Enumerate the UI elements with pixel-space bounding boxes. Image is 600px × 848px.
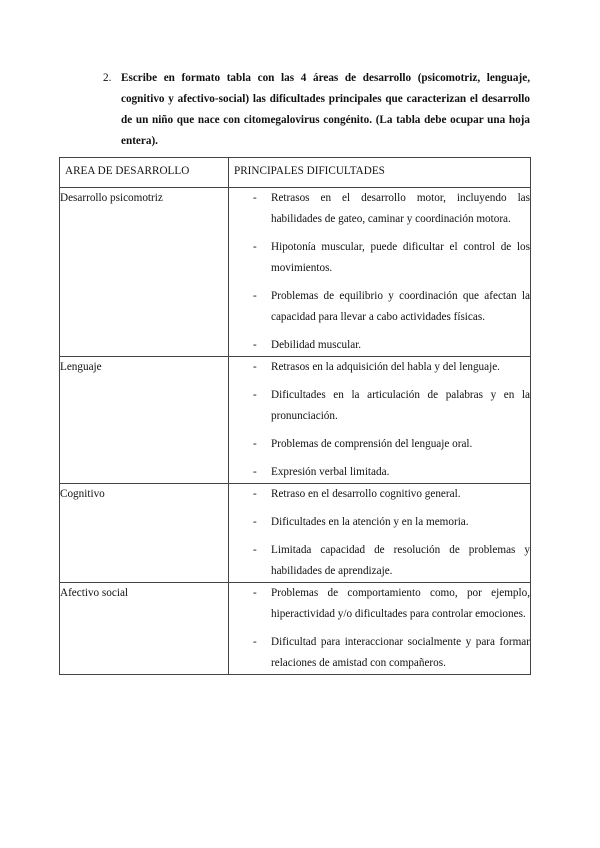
- item-text: Dificultad para interaccionar socialmente y para formar relaciones de amistad con compañeros.: [271, 636, 530, 669]
- list-item: [229, 434, 530, 455]
- area-cell: Afectivo social: [60, 583, 229, 675]
- bullet-dash: -: [253, 192, 257, 204]
- question-block: [103, 68, 530, 152]
- list-item: [229, 286, 530, 328]
- list-item: [229, 335, 530, 356]
- table-row: [60, 583, 531, 675]
- list-item: [229, 632, 530, 674]
- bullet-dash: -: [253, 438, 257, 450]
- item-text: Hipotonía muscular, puede dificultar el control de los movimientos.: [271, 241, 530, 274]
- question-number: 2.: [103, 72, 112, 84]
- bullet-dash: -: [253, 516, 257, 528]
- item-text: Problemas de comportamiento como, por ejemplo, hiperactividad y/o dificultades para controlar emociones.: [271, 587, 530, 620]
- bullet-dash: -: [253, 544, 257, 556]
- list-item: [229, 188, 530, 230]
- item-text: Dificultades en la articulación de palabras y en la pronunciación.: [271, 389, 530, 422]
- list-item: [229, 385, 530, 427]
- area-cell: Desarrollo psicomotriz: [60, 188, 229, 357]
- item-text: Dificultades en la atención y en la memoria.: [271, 516, 469, 528]
- bullet-dash: -: [253, 389, 257, 401]
- question-text: Escribe en formato tabla con las 4 áreas de desarrollo (psicomotriz, lenguaje, cognitivo y afectivo-social) las dificultades principales que caracterizan el desarrollo de un niño que nace con citomegalovirus congénito. (La tabla debe ocupar una hoja entera).: [121, 72, 530, 147]
- table-row: [60, 357, 531, 484]
- list-item: [229, 237, 530, 279]
- item-text: Problemas de comprensión del lenguaje oral.: [271, 438, 473, 450]
- difficulties-cell: [229, 583, 531, 675]
- list-item: [229, 540, 530, 582]
- item-text: Expresión verbal limitada.: [271, 466, 390, 478]
- list-item: [229, 484, 530, 505]
- table-header-row: [60, 158, 531, 188]
- table-row: [60, 484, 531, 583]
- area-cell: Lenguaje: [60, 357, 229, 484]
- item-text: Debilidad muscular.: [271, 339, 362, 351]
- list-item: [229, 512, 530, 533]
- bullet-dash: -: [253, 488, 257, 500]
- development-table: [59, 157, 531, 675]
- table-row: [60, 188, 531, 357]
- difficulties-cell: [229, 188, 531, 357]
- bullet-dash: -: [253, 241, 257, 253]
- difficulties-cell: [229, 484, 531, 583]
- item-text: Retrasos en la adquisición del habla y del lenguaje.: [271, 361, 500, 373]
- bullet-dash: -: [253, 339, 257, 351]
- item-text: Limitada capacidad de resolución de problemas y habilidades de aprendizaje.: [271, 544, 530, 577]
- difficulties-cell: [229, 357, 531, 484]
- header-difficulties: PRINCIPALES DIFICULTADES: [229, 158, 531, 188]
- bullet-dash: -: [253, 587, 257, 599]
- list-item: [229, 462, 530, 483]
- item-text: Retrasos en el desarrollo motor, incluyendo las habilidades de gateo, caminar y coordinación motora.: [271, 192, 530, 225]
- list-item: [229, 583, 530, 625]
- bullet-dash: -: [253, 290, 257, 302]
- list-item: [229, 357, 530, 378]
- bullet-dash: -: [253, 636, 257, 648]
- bullet-dash: -: [253, 466, 257, 478]
- header-area: AREA DE DESARROLLO: [60, 158, 229, 188]
- area-cell: Cognitivo: [60, 484, 229, 583]
- item-text: Problemas de equilibrio y coordinación que afectan la capacidad para llevar a cabo actividades físicas.: [271, 290, 530, 323]
- bullet-dash: -: [253, 361, 257, 373]
- item-text: Retraso en el desarrollo cognitivo general.: [271, 488, 461, 500]
